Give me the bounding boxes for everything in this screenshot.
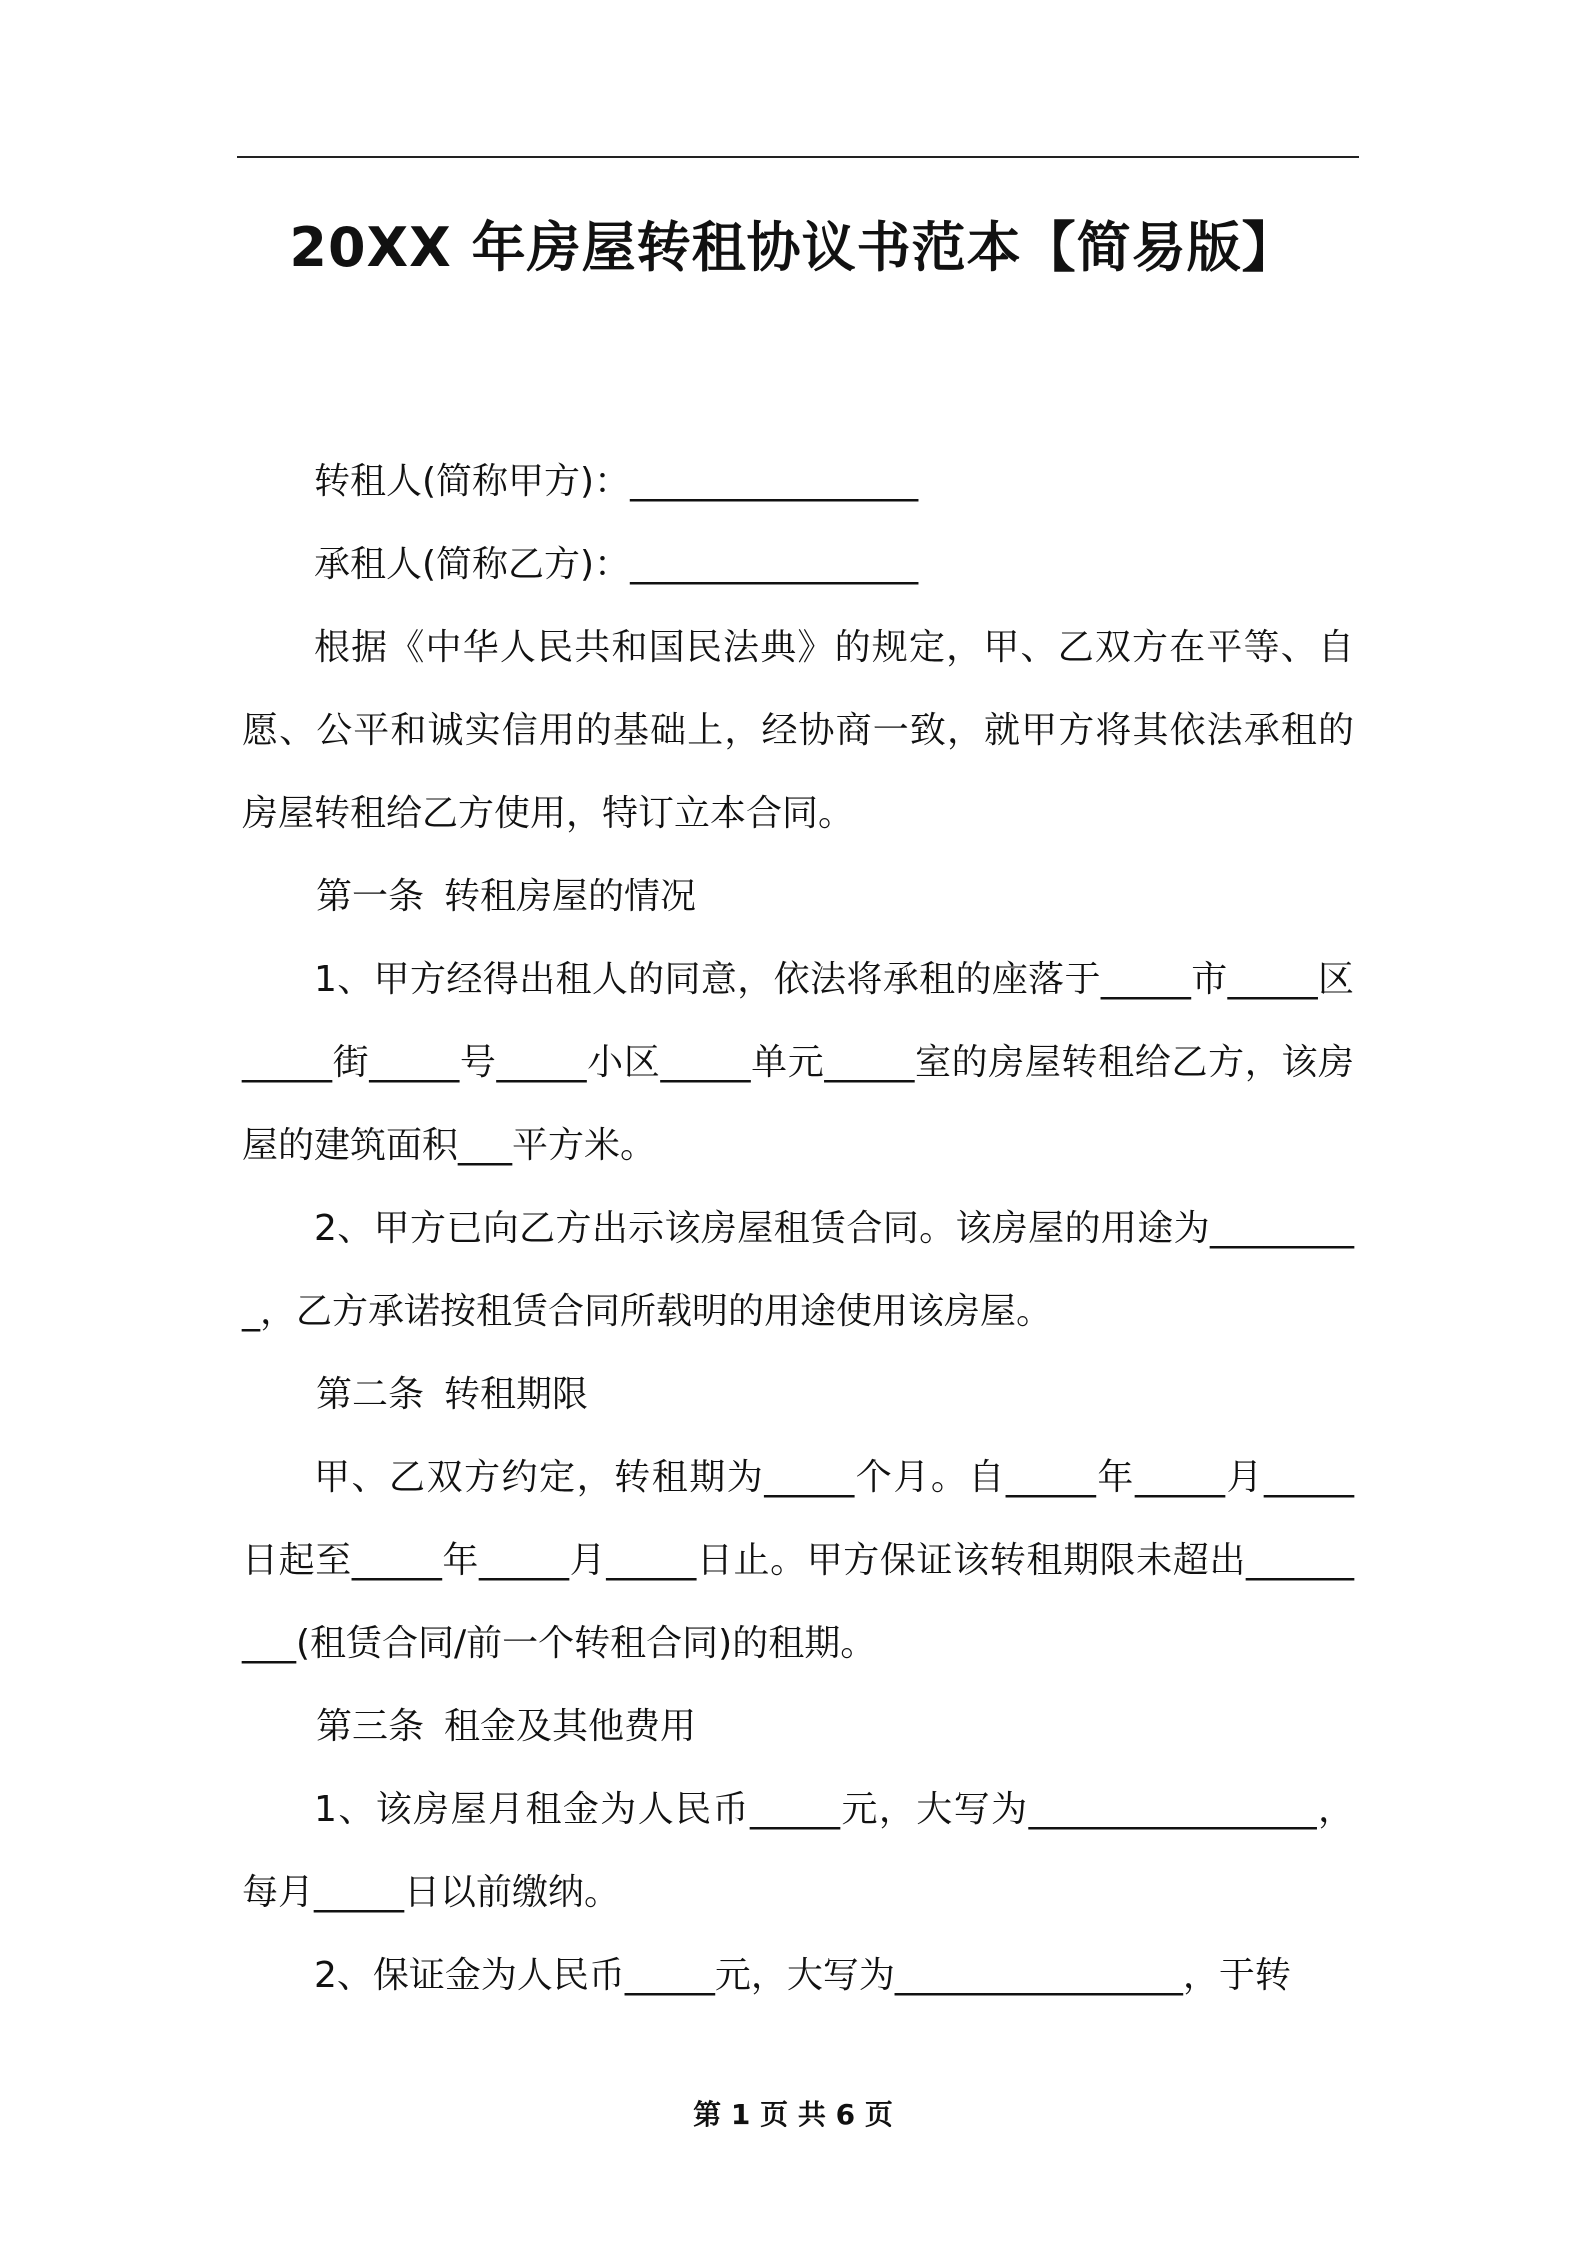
preamble-paragraph: 根据《中华人民共和国民法典》的规定，甲、乙双方在平等、自愿、公平和诚实信用的基础上，经协商一致，就甲方将其依法承租的房屋转租给乙方使用，特订立本合同。 [242, 627, 1354, 834]
article-title: 转租期限 [444, 1374, 589, 1415]
article-label: 第三条 [316, 1706, 425, 1747]
article-title: 转租房屋的情况 [444, 876, 697, 917]
article-label: 第一条 [316, 876, 425, 917]
document-title: 20XX 年房屋转租协议书范本【简易版】 [289, 216, 1297, 279]
article-2-clause: 甲、乙双方约定，转租期为_____个月。自_____年_____月_____日起至_____年_____月_____日止。甲方保证该转租期限未超出_________(租赁合同/前一个转租合同)的租期。 [242, 1457, 1354, 1664]
party-b-line: 承租人(简称乙方)：________________ [314, 544, 919, 585]
article-1-clause-2: 2、甲方已向乙方出示该房屋租赁合同。该房屋的用途为_________，乙方承诺按租赁合同所载明的用途使用该房屋。 [242, 1208, 1354, 1332]
page-number-footer: 第 1 页 共 6 页 [693, 2098, 893, 2131]
article-3-clause-1: 1、该房屋月租金为人民币_____元，大写为________________，每月_____日以前缴纳。 [242, 1789, 1354, 1913]
article-title: 租金及其他费用 [444, 1706, 697, 1747]
article-3-clause-2: 2、保证金为人民币_____元，大写为________________，于转 [314, 1955, 1291, 1996]
article-1-heading [242, 855, 1354, 938]
article-2-heading [242, 1353, 1354, 1436]
header-rule [237, 156, 1359, 158]
article-label: 第二条 [316, 1374, 425, 1415]
party-a-line: 转租人(简称甲方)：________________ [314, 461, 919, 502]
article-1-clause-1: 1、甲方经得出租人的同意，依法将承租的座落于_____市_____区_____街_____号_____小区_____单元_____室的房屋转租给乙方，该房屋的建筑面积___平方米。 [242, 959, 1354, 1166]
document-body [242, 440, 1354, 2017]
article-3-heading [242, 1685, 1354, 1768]
